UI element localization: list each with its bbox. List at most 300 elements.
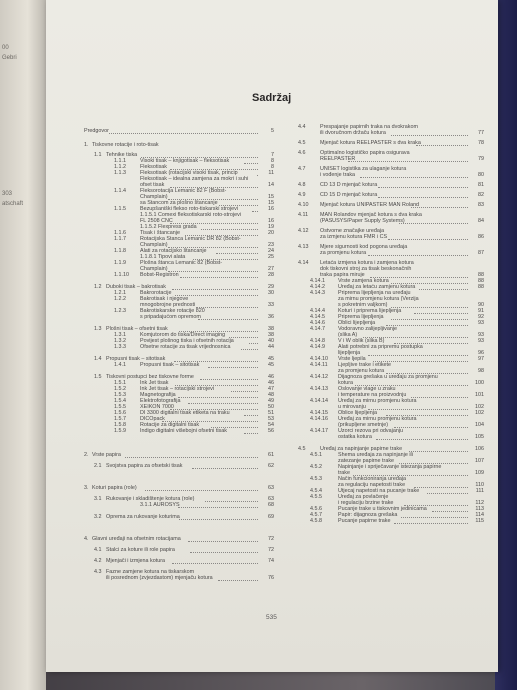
toc-entry-title: Ink Jet tisak – rotacijski strojevi bbox=[140, 386, 214, 392]
toc-entry-title: Duboki tisak – bakrotisak bbox=[106, 284, 166, 290]
toc-entry-number: 4.5.2 bbox=[310, 464, 322, 470]
toc-entry-title: Visoki tisak – knjigotisak – fleksotisak bbox=[140, 158, 230, 164]
toc-entry-title: Svojstva papira za ofsetski tisak bbox=[106, 463, 183, 469]
toc-entry-title: za regulaciju napetosti trake bbox=[338, 482, 406, 488]
toc-entry-title: ili posrednom (zvjezdastom) mjenjaču kotura bbox=[106, 575, 213, 581]
toc-entry-page: 40 bbox=[268, 338, 274, 344]
toc-entry-number: 4.14.1 bbox=[310, 278, 325, 284]
toc-entry-number: 1.1.8 bbox=[114, 248, 126, 254]
toc-entry-title: Prespajanje papirnih traka na dvokrakom bbox=[320, 124, 418, 130]
toc-entry-page: 68 bbox=[268, 502, 274, 508]
toc-entry-title: Glavni uređaji na ofsetnim rotacijama bbox=[92, 536, 181, 542]
toc-entry-title: Letaća izmjena kotura i zamjena kotura bbox=[320, 260, 414, 266]
toc-entry-title: Priprema lijepljenja na uređaju bbox=[338, 290, 411, 296]
toc-entry bbox=[84, 502, 274, 509]
previous-page-fragment: 303 bbox=[2, 191, 13, 197]
toc-entry-page: 46 bbox=[268, 374, 274, 380]
toc-entry-title: Indigo digitalni višebojni ofsetni tisak bbox=[140, 428, 227, 434]
toc-entry-title: Predgovor bbox=[84, 128, 109, 134]
toc-entry-title: 3.1.1 AUROSYS bbox=[140, 502, 180, 508]
toc-entry-number: 1.5.2 bbox=[114, 386, 126, 392]
toc-entry-page: 56 bbox=[268, 428, 274, 434]
toc-entry-number: 4. bbox=[84, 536, 89, 542]
toc-entry-number: 4.14.4 bbox=[310, 308, 325, 314]
toc-entry-number: 4.5.3 bbox=[310, 476, 322, 482]
toc-entry-number: 4.7 bbox=[298, 166, 306, 172]
toc-entry-page: 72 bbox=[268, 547, 274, 553]
toc-entry-number: 1.2.1 bbox=[114, 290, 126, 296]
toc-entry bbox=[298, 172, 484, 179]
toc-entry-title: Bakrotisak i njegove bbox=[140, 296, 189, 302]
toc-entry-number: 1.1.5 bbox=[114, 206, 126, 212]
previous-page-fragment: 00 bbox=[2, 45, 9, 51]
toc-entry-page: 79 bbox=[478, 156, 484, 162]
toc-entry-page: 25 bbox=[268, 254, 274, 260]
toc-entry-title: Vrste papira bbox=[92, 452, 121, 458]
toc-entry-title: Mjenjač kotura REELPASTER s dva kraka bbox=[320, 140, 421, 146]
toc-entry-page: 38 bbox=[268, 332, 274, 338]
toc-entry-title: Champlain) bbox=[140, 266, 168, 272]
toc-entry-number: 1.4 bbox=[94, 356, 102, 362]
toc-entry-page: 78 bbox=[478, 140, 484, 146]
toc-entry-title: XEIKON 7000 bbox=[140, 404, 174, 410]
toc-entry-number: 1.5.4 bbox=[114, 398, 126, 404]
toc-dot-leader bbox=[125, 457, 258, 458]
toc-entry-title: Uređaj za povlačenje bbox=[338, 494, 389, 500]
toc-entry-title: za promjenu kotura bbox=[338, 368, 385, 374]
toc-dot-leader bbox=[388, 239, 468, 240]
toc-entry-title: Napinjanje i spriječavanje istezanja papirne bbox=[338, 464, 442, 470]
toc-entry-title: zatezanje papirne trake bbox=[338, 458, 395, 464]
toc-entry-title: (PASUSYS/Paper Supply Systems) bbox=[320, 218, 405, 224]
toc-entry-title: Mjenjač kotura UNIPASTER MAN Roland bbox=[320, 202, 420, 208]
toc-entry-number: 4.14.2 bbox=[310, 284, 325, 290]
toc-entry-title: Priprema lijepljenja bbox=[338, 314, 384, 320]
toc-entry-title: dok tiskovni stroj za tisak beskonačnih bbox=[320, 266, 412, 272]
toc-entry bbox=[84, 463, 274, 470]
toc-entry-page: 84 bbox=[478, 218, 484, 224]
toc-entry-page: 91 bbox=[478, 308, 484, 314]
toc-entry-title: Propusni tisak – sitotisak bbox=[140, 362, 200, 368]
toc-entry-page: 106 bbox=[475, 446, 484, 452]
toc-entry-title: Oslovanje vlage u zraku bbox=[338, 386, 396, 392]
toc-entry-number: 4.14.10 bbox=[310, 356, 328, 362]
toc-entry-page: 14 bbox=[268, 182, 274, 188]
toc-entry-title: Uređaj za letaću zamjenu kotura bbox=[338, 284, 416, 290]
toc-entry bbox=[298, 234, 484, 241]
toc-entry-number: 4.12 bbox=[298, 228, 309, 234]
toc-entry-page: 101 bbox=[475, 392, 484, 398]
toc-entry-page: 19 bbox=[268, 224, 274, 230]
previous-page-fragment: Gebri bbox=[2, 55, 17, 61]
toc-entry-page: 54 bbox=[268, 422, 274, 428]
toc-entry-page: 81 bbox=[478, 182, 484, 188]
toc-entry-title: UNISET logistika za ulaganje kotura bbox=[320, 166, 407, 172]
toc-entry-page: 45 bbox=[268, 356, 274, 362]
toc-entry-number: 3. bbox=[84, 485, 89, 491]
toc-entry bbox=[298, 518, 484, 525]
toc-entry-title: Pucanje trake u tiskovnim jedinicama bbox=[338, 506, 427, 512]
toc-entry-title: V i W oblik (slika B) bbox=[338, 338, 385, 344]
toc-entry-page: 83 bbox=[478, 202, 484, 208]
toc-entry-number: 4.14.16 bbox=[310, 416, 328, 422]
toc-entry bbox=[84, 485, 274, 492]
toc-entry-title: Pucanje papirne trake bbox=[338, 518, 391, 524]
toc-entry-title: Magnetografija bbox=[140, 392, 176, 398]
toc-dot-leader bbox=[378, 187, 468, 188]
toc-entry-title: Rotacije za digitalni tisak bbox=[140, 422, 200, 428]
toc-entry-page: 113 bbox=[475, 506, 484, 512]
toc-dot-leader bbox=[198, 319, 258, 320]
toc-entry-page: 76 bbox=[268, 575, 274, 581]
toc-entry-page: 61 bbox=[268, 452, 274, 458]
toc-entry-page: 63 bbox=[268, 496, 274, 502]
toc-entry-number: 4.14.15 bbox=[310, 410, 328, 416]
toc-entry-number: 4.5.5 bbox=[310, 494, 322, 500]
toc-entry-number: 4.13 bbox=[298, 244, 309, 250]
toc-entry-page: 105 bbox=[475, 434, 484, 440]
toc-dot-leader bbox=[376, 439, 468, 440]
toc-entry-title: Fleksotisak – idealna zamjena za mokri i suhi bbox=[140, 176, 249, 182]
toc-entry-page: 53 bbox=[268, 416, 274, 422]
toc-dot-leader bbox=[416, 145, 468, 146]
toc-entry-page: 46 bbox=[268, 380, 274, 386]
toc-entry bbox=[84, 514, 274, 521]
toc-dot-leader bbox=[244, 433, 258, 434]
toc-entry-number: 4.14.11 bbox=[310, 362, 328, 368]
toc-entry-title: Ljepljive trake i etikete bbox=[338, 362, 392, 368]
toc-entry-number: 1.1.3 bbox=[114, 170, 126, 176]
toc-entry bbox=[84, 558, 274, 565]
toc-entry-number: 1.3.1 bbox=[114, 332, 126, 338]
toc-entry-title: Alati za rotacijsko štancanje bbox=[140, 248, 207, 254]
toc-entry-title: ofset tisak bbox=[140, 182, 165, 188]
toc-entry-page: 23 bbox=[268, 242, 274, 248]
toc-entry-title: kotura bbox=[338, 380, 353, 386]
toc-entry-title: Uređaj za napinjanje papirne trake bbox=[320, 446, 403, 452]
toc-entry-number: 4.14.3 bbox=[310, 290, 325, 296]
toc-entry-title: (slika A) bbox=[338, 332, 358, 338]
toc-entry-number: 4.8 bbox=[298, 182, 306, 188]
toc-entry-title: 1.1.5.1 Comexi fleksotiskarski roto-strojevi bbox=[140, 212, 241, 218]
toc-entry-number: 1.5.7 bbox=[114, 416, 126, 422]
toc-entry-page: 100 bbox=[475, 380, 484, 386]
toc-entry-number: 4.5.8 bbox=[310, 518, 322, 524]
toc-entry-title: Shema uređaja za napinjanje ili bbox=[338, 452, 413, 458]
toc-entry-page: 7 bbox=[271, 152, 274, 158]
toc-entry-page: 44 bbox=[268, 344, 274, 350]
toc-entry-title: Ostvorne značajke uređaja bbox=[320, 228, 385, 234]
toc-entry-page: 111 bbox=[475, 488, 484, 494]
toc-entry-number: 3.2 bbox=[94, 514, 102, 520]
toc-entry-page: 30 bbox=[268, 290, 274, 296]
toc-entry-title: Bobst-Registron bbox=[140, 272, 179, 278]
toc-entry-title: sa Stancom za plošno štancanje bbox=[140, 200, 218, 206]
toc-entry-number: 4.10 bbox=[298, 202, 309, 208]
toc-entry-page: 92 bbox=[478, 314, 484, 320]
toc-entry-title: Bakrotiskarske rotacije 820 bbox=[140, 308, 205, 314]
toc-entry-page: 74 bbox=[268, 558, 274, 564]
toc-entry-title: Mjenjači i izmjena kotura bbox=[106, 558, 166, 564]
toc-entry bbox=[298, 202, 484, 209]
toc-entry-number: 4.5.1 bbox=[310, 452, 322, 458]
toc-entry-title: Povijest plošnog tiska i ofsetnih rotacija bbox=[140, 338, 234, 344]
toc-entry-page: 110 bbox=[475, 482, 484, 488]
toc-entry-title: trake bbox=[338, 470, 350, 476]
toc-entry bbox=[298, 182, 484, 189]
toc-entry-title: Fleksotisak bbox=[140, 164, 167, 170]
toc-entry-page: 20 bbox=[268, 230, 274, 236]
toc-entry-title: Fazne zamjene kotura na tiskarskom bbox=[106, 569, 195, 575]
toc-entry-number: 1.1.10 bbox=[114, 272, 129, 278]
toc-entry-number: 1.2 bbox=[94, 284, 102, 290]
toc-entry-title: Vodoravno zalijepljivanje bbox=[338, 326, 398, 332]
toc-entry-title: i vođenje traka bbox=[320, 172, 356, 178]
toc-entry-page: 90 bbox=[478, 302, 484, 308]
toc-entry-number: 1.1.1 bbox=[114, 158, 126, 164]
toc-entry-page: 47 bbox=[268, 386, 274, 392]
toc-entry-number: 4.1 bbox=[94, 547, 102, 553]
toc-entry-title: Mjere sigurnosti kod pogona uređaja bbox=[320, 244, 408, 250]
toc-entry-page: 97 bbox=[478, 356, 484, 362]
toc-entry-page: 72 bbox=[268, 536, 274, 542]
toc-entry-page: 93 bbox=[478, 332, 484, 338]
toc-entry-page: 50 bbox=[268, 404, 274, 410]
toc-entry-page: 38 bbox=[268, 326, 274, 332]
toc-entry-title: Optimalno logističko papira osiguravа bbox=[320, 150, 410, 156]
toc-entry-number: 2.1 bbox=[94, 463, 102, 469]
toc-entry-page: 109 bbox=[475, 470, 484, 476]
toc-entry-page: 45 bbox=[268, 362, 274, 368]
toc-entry-page: 11 bbox=[268, 170, 274, 176]
toc-entry-title: s pokretnim valjkom) bbox=[338, 302, 388, 308]
toc-entry-page: 15 bbox=[268, 194, 274, 200]
toc-entry-page: 98 bbox=[478, 368, 484, 374]
toc-entry-page: 104 bbox=[475, 422, 484, 428]
toc-entry-page: 16 bbox=[268, 206, 274, 212]
toc-entry-page: 16 bbox=[268, 218, 274, 224]
toc-entry-number: 1. bbox=[84, 142, 89, 148]
toc-entry-title: MAN Rolandov mjenjač kotura s dva kraka bbox=[320, 212, 422, 218]
toc-dot-leader bbox=[348, 161, 469, 162]
previous-page-fragment: atschaft bbox=[2, 201, 24, 207]
toc-entry-title: Rukovanje i skladištenje kotura (role) bbox=[106, 496, 195, 502]
toc-entry-page: 48 bbox=[268, 392, 274, 398]
toc-entry-title: Dijagnoza grešaka u uređaju za promjenu bbox=[338, 374, 438, 380]
toc-entry bbox=[84, 344, 274, 351]
toc-entry-number: 1.5 bbox=[94, 374, 102, 380]
page-title: Sadržaj bbox=[252, 92, 292, 104]
toc-entry-page: 93 bbox=[478, 338, 484, 344]
toc-dot-leader bbox=[241, 349, 258, 350]
toc-entry-page: 29 bbox=[268, 284, 274, 290]
previous-page-edge bbox=[0, 0, 46, 690]
toc-entry-title: Koturi papira (role) bbox=[92, 485, 137, 491]
toc-entry-number: 4.2 bbox=[94, 558, 102, 564]
toc-entry-title: Stalci za koture ili role papira bbox=[106, 547, 175, 553]
toc-entry bbox=[298, 218, 484, 225]
toc-entry-title: Način funkcioniranja uređaja bbox=[338, 476, 407, 482]
toc-entry-page: 88 bbox=[478, 272, 484, 278]
toc-entry bbox=[84, 142, 274, 149]
toc-dot-leader bbox=[391, 135, 468, 136]
toc-entry-page: 8 bbox=[271, 158, 274, 164]
toc-entry-number: 4.14.13 bbox=[310, 386, 328, 392]
toc-entry bbox=[84, 314, 274, 321]
toc-entry-number: 1.3.3 bbox=[114, 344, 126, 350]
toc-dot-leader bbox=[411, 207, 468, 208]
toc-dot-leader bbox=[178, 507, 258, 508]
toc-entry-title: Oblici lijepljenja bbox=[338, 320, 376, 326]
toc-entry-title: Papir: dijagnoza grešaka bbox=[338, 512, 398, 518]
toc-entry-title: i regulaciju brzine trake bbox=[338, 500, 394, 506]
toc-entry-number: 1.1.7 bbox=[114, 236, 126, 242]
toc-entry-page: 96 bbox=[478, 350, 484, 356]
toc-entry-number: 1.1.6 bbox=[114, 230, 126, 236]
toc-entry-title: 1.1.5.2 Flexpress grada bbox=[140, 224, 197, 230]
toc-entry-page: 87 bbox=[478, 250, 484, 256]
toc-entry bbox=[298, 130, 484, 137]
toc-entry-number: 4.9 bbox=[298, 192, 306, 198]
toc-entry-page: 112 bbox=[475, 500, 484, 506]
toc-entry-number: 3.1 bbox=[94, 496, 102, 502]
toc-entry-title: Ofsetne rotacije za tisak vrijednosnica bbox=[140, 344, 231, 350]
toc-entry-title: Tiskovne rotacije i roto-tisak bbox=[92, 142, 159, 148]
page-number: 535 bbox=[266, 614, 277, 621]
toc-dot-leader bbox=[190, 552, 258, 553]
toc-entry-title: za promjenu kotura bbox=[320, 250, 367, 256]
toc-entry-page: 63 bbox=[268, 485, 274, 491]
toc-entry-title: mnogobrojne prednosti bbox=[140, 302, 196, 308]
toc-entry-title: Vrste ljepila bbox=[338, 356, 366, 362]
toc-entry-title: CD 15 D mjenjač kotura bbox=[320, 192, 378, 198]
toc-entry bbox=[84, 452, 274, 459]
toc-entry-title: CD 13 D mjenjač kotura bbox=[320, 182, 378, 188]
toc-entry-number: 1.1.2 bbox=[114, 164, 126, 170]
toc-entry-number: 1.4.1 bbox=[114, 362, 126, 368]
toc-entry-number: 4.14.5 bbox=[310, 314, 325, 320]
toc-dot-leader bbox=[145, 490, 258, 491]
toc-dot-leader bbox=[180, 277, 258, 278]
toc-entry bbox=[298, 156, 484, 163]
toc-entry-number: 4.4 bbox=[298, 124, 306, 130]
toc-entry-number: 4.5 bbox=[298, 140, 306, 146]
toc-entry-page: 115 bbox=[475, 518, 484, 524]
toc-entry-title: Oblice lijepljenja bbox=[338, 410, 377, 416]
toc-entry-title: za mirnu promjenu kotura (Verzija bbox=[338, 296, 419, 302]
toc-dot-leader bbox=[360, 177, 468, 178]
toc-entry-title: ostatka kotura bbox=[338, 434, 372, 440]
toc-entry-title: Fleksorotacija Lemanic 82 F (Bobst- bbox=[140, 188, 227, 194]
toc-entry-title: Propusni tisak – sitotisak bbox=[106, 356, 166, 362]
toc-entry-number: 2. bbox=[84, 452, 89, 458]
toc-entry-title: FL 2508 CNC bbox=[140, 218, 173, 224]
toc-entry-title: Bakrorotacije bbox=[140, 290, 172, 296]
toc-entry bbox=[298, 250, 484, 257]
toc-entry-number: 4.14.7 bbox=[310, 326, 325, 332]
toc-entry-title: Champlain) bbox=[140, 242, 168, 248]
toc-entry-number: 1.5.1 bbox=[114, 380, 126, 386]
toc-entry-number: 1.5.6 bbox=[114, 410, 126, 416]
toc-entry-number: 4.14.8 bbox=[310, 338, 325, 344]
toc-entry bbox=[84, 428, 274, 435]
toc-entry-title: u mirovanju bbox=[338, 404, 366, 410]
toc-entry-number: 4.6 bbox=[298, 150, 306, 156]
toc-entry-number: 1.1 bbox=[94, 152, 102, 158]
toc-entry-title: lijepljenja bbox=[338, 350, 361, 356]
toc-entry-page: 27 bbox=[268, 266, 274, 272]
toc-entry-page: 28 bbox=[268, 272, 274, 278]
toc-entry-title: Elektrofotografija bbox=[140, 398, 181, 404]
toc-entry-page: 93 bbox=[478, 320, 484, 326]
toc-entry-title: Alati potrebni za pripremu postupka bbox=[338, 344, 423, 350]
toc-entry-number: 4.14.12 bbox=[310, 374, 328, 380]
toc-entry-number: 1.5.3 bbox=[114, 392, 126, 398]
toc-entry-page: 51 bbox=[268, 410, 274, 416]
toc-entry-title: Tisak i štancanje bbox=[140, 230, 180, 236]
toc-entry-title: Tiskovni postupci bez tiskovne forme bbox=[106, 374, 194, 380]
toc-entry-title: Komjutorom do tiska/Direct imaging bbox=[140, 332, 226, 338]
toc-entry-number: 4.5 bbox=[298, 446, 306, 452]
toc-entry-title: s pripadajućom opremom bbox=[140, 314, 201, 320]
toc-dot-leader bbox=[179, 519, 258, 520]
toc-entry-page: 86 bbox=[478, 234, 484, 240]
toc-entry-number: 1.2.2 bbox=[114, 296, 126, 302]
toc-entry-title: traka papira miruje bbox=[320, 272, 365, 278]
toc-entry-title: ili dvoručnom držaču kotura bbox=[320, 130, 386, 136]
toc-entry-title: Uređaj za mirnu promjenu kotura bbox=[338, 416, 417, 422]
toc-entry-page: 77 bbox=[478, 130, 484, 136]
toc-entry-title: Uređaj za mirnu promjenu kotura bbox=[338, 398, 417, 404]
toc-entry-number: 1.5.8 bbox=[114, 422, 126, 428]
toc-entry-number: 4.14.17 bbox=[310, 428, 328, 434]
toc-entry-page: 102 bbox=[475, 404, 484, 410]
toc-entry-title: DICOpack bbox=[140, 416, 165, 422]
toc-entry-title: Plošna štanca Lemanic 82 (Bobst- bbox=[140, 260, 223, 266]
toc-entry-title: REELPASTER bbox=[320, 156, 356, 162]
toc-entry-title: Plošni tisak – ofsetni tisak bbox=[106, 326, 168, 332]
toc-entry-page: 69 bbox=[268, 514, 274, 520]
toc-entry-page: 24 bbox=[268, 248, 274, 254]
toc-entry-number: 4.11 bbox=[298, 212, 309, 218]
toc-dot-leader bbox=[394, 523, 468, 524]
toc-entry-number: 1.3.2 bbox=[114, 338, 126, 344]
toc-entry-title: Ink Jet tisak bbox=[140, 380, 169, 386]
toc-entry-title: Fleksotisak (rotacijski visoki tisak, princip bbox=[140, 170, 238, 176]
toc-entry-page: 88 bbox=[478, 278, 484, 284]
toc-entry bbox=[84, 272, 274, 279]
toc-entry-number: 4.3 bbox=[94, 569, 102, 575]
toc-entry bbox=[84, 547, 274, 554]
toc-entry-page: 80 bbox=[478, 172, 484, 178]
toc-entry bbox=[84, 362, 274, 369]
book-cover-edge bbox=[495, 0, 517, 690]
toc-entry-page: 8 bbox=[271, 164, 274, 170]
toc-entry-page: 114 bbox=[475, 512, 484, 518]
toc-entry bbox=[84, 128, 274, 135]
toc-entry-page: 102 bbox=[475, 410, 484, 416]
toc-entry bbox=[298, 140, 484, 147]
toc-entry-number: 1.5.9 bbox=[114, 428, 126, 434]
contents-page bbox=[46, 0, 498, 672]
toc-entry-title: Koturi i priprema lijepljenja bbox=[338, 308, 402, 314]
toc-entry-title: Uzorci rezova pri odvajanju bbox=[338, 428, 404, 434]
toc-entry-number: 4.5.6 bbox=[310, 506, 322, 512]
toc-entry-page: 49 bbox=[268, 398, 274, 404]
toc-dot-leader bbox=[368, 255, 468, 256]
toc-entry-title: Tehnike tiska bbox=[106, 152, 138, 158]
toc-entry bbox=[84, 575, 274, 582]
